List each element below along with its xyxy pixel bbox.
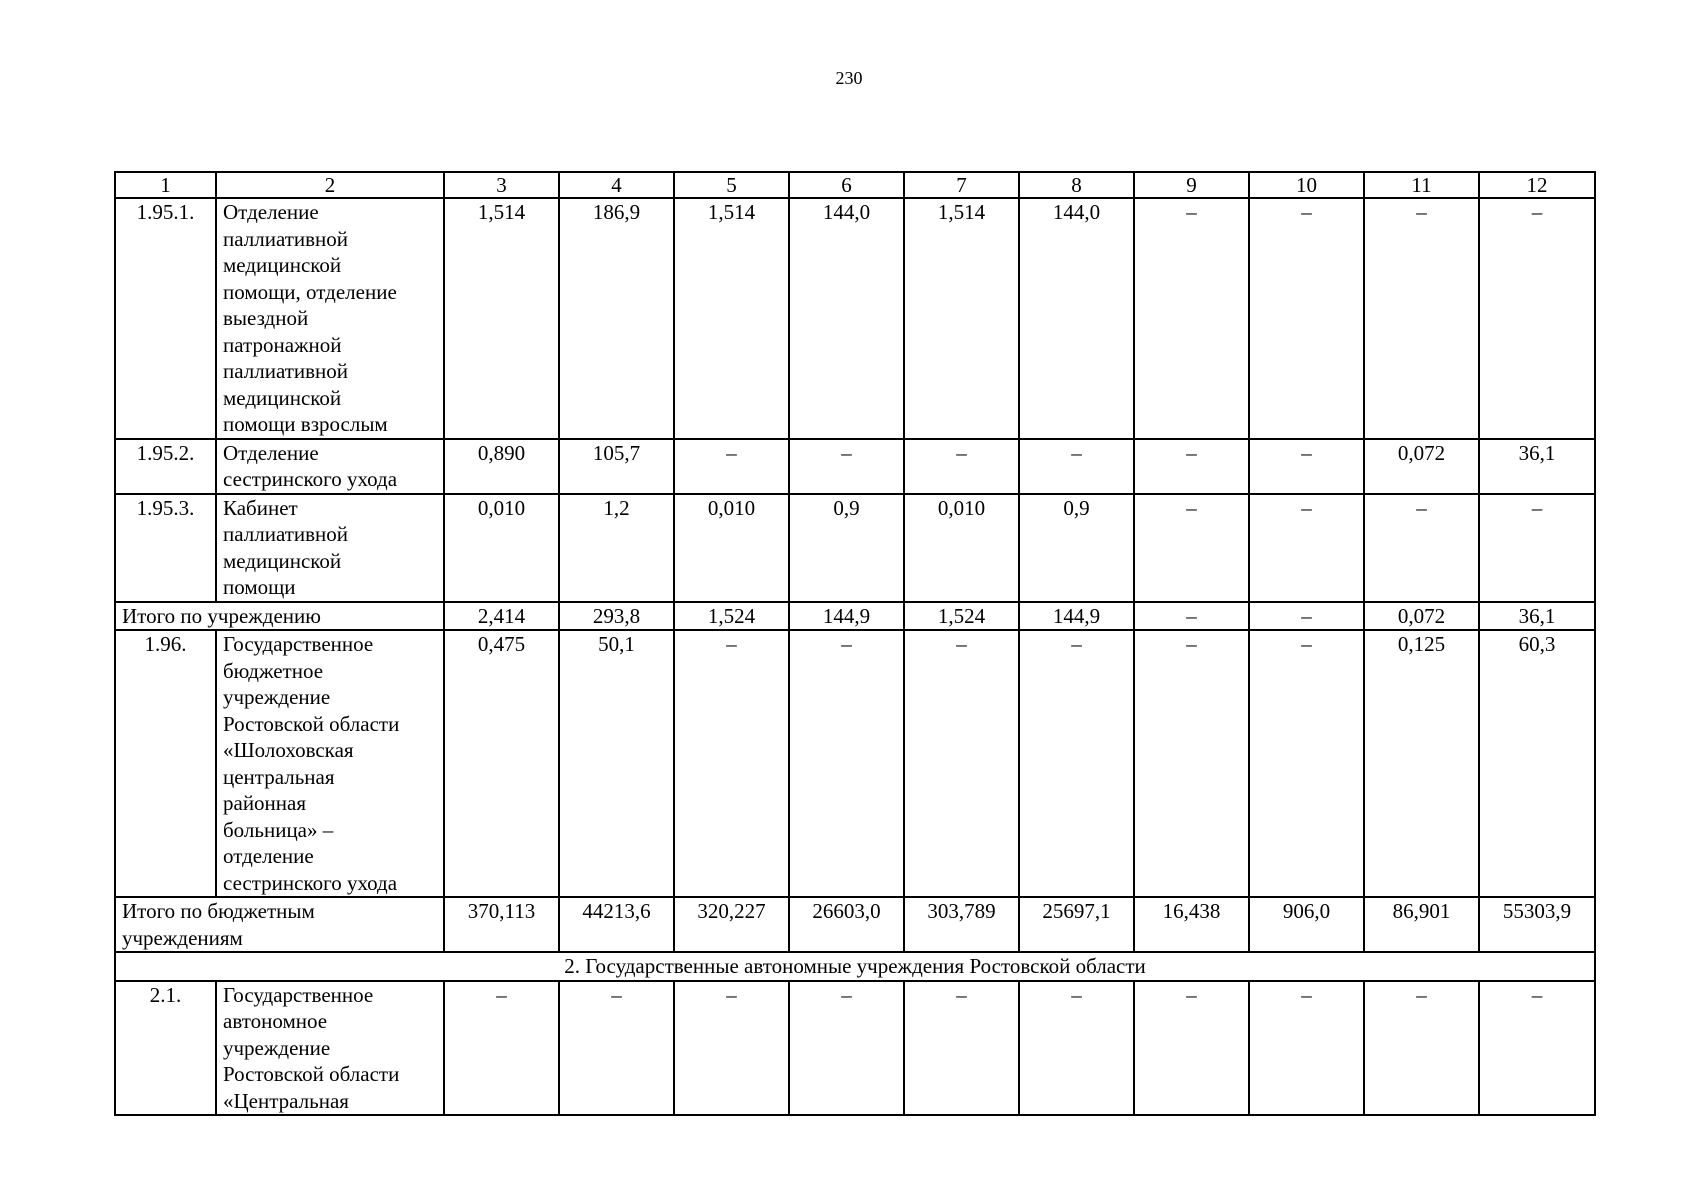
value-cell-col-7: – [904, 630, 1019, 897]
data-table [114, 171, 1596, 1116]
section-row [115, 952, 1595, 981]
value-cell-col-9: 16,438 [1134, 897, 1249, 952]
table-row [115, 630, 1595, 897]
value-cell-col-10: 906,0 [1249, 897, 1364, 952]
value-cell-col-3: – [444, 981, 559, 1116]
value-cell-col-6: – [789, 981, 904, 1116]
value-cell-col-8: – [1019, 981, 1134, 1116]
value-cell-col-10: – [1249, 981, 1364, 1116]
value-cell-col-11: 0,072 [1364, 602, 1479, 631]
value-cell-col-8: 144,9 [1019, 602, 1134, 631]
value-cell-col-5: – [674, 439, 789, 494]
name-line: Государственное [223, 632, 374, 656]
header-cell: 7 [904, 172, 1019, 198]
value-cell-col-12: – [1479, 494, 1595, 602]
value-cell-col-8: – [1019, 630, 1134, 897]
value-cell-col-3: 0,010 [444, 494, 559, 602]
value-cell-col-5: – [674, 981, 789, 1116]
name-line: паллиативной [223, 522, 349, 546]
header-cell: 10 [1249, 172, 1364, 198]
name-line: «Шолоховская [223, 738, 354, 762]
value-cell-col-9: – [1134, 198, 1249, 439]
value-cell-col-3: 0,475 [444, 630, 559, 897]
section-title: 2. Государственные автономные учреждения Ростовской области [115, 952, 1595, 981]
value-cell-col-8: – [1019, 439, 1134, 494]
institution-name [216, 981, 444, 1116]
value-cell-col-11: 86,901 [1364, 897, 1479, 952]
header-cell: 9 [1134, 172, 1249, 198]
value-cell-col-5: 1,524 [674, 602, 789, 631]
table-row [115, 494, 1595, 602]
name-line: медицинской [223, 253, 342, 277]
name-line: центральная [223, 764, 335, 789]
institution-name [216, 494, 444, 602]
value-cell-col-4: 293,8 [559, 602, 674, 631]
name-line: автономное [223, 1009, 328, 1033]
name-line: Кабинет [223, 495, 298, 520]
header-cell: 5 [674, 172, 789, 198]
value-cell-col-11: 0,072 [1364, 439, 1479, 494]
value-cell-col-6: 144,0 [789, 198, 904, 439]
total-label: Итого по учреждению [115, 602, 444, 631]
value-cell-col-12: 36,1 [1479, 439, 1595, 494]
header-row [115, 172, 1595, 198]
header-cell: 2 [216, 172, 444, 198]
value-cell-col-12: – [1479, 198, 1595, 439]
value-cell-col-11: – [1364, 981, 1479, 1116]
name-line: районная [223, 791, 307, 815]
name-line: медицинской [223, 385, 342, 410]
name-line: больница» – [223, 817, 334, 842]
header-cell: 3 [444, 172, 559, 198]
value-cell-col-4: 186,9 [559, 198, 674, 439]
value-cell-col-3: 2,414 [444, 602, 559, 631]
value-cell-col-10: – [1249, 630, 1364, 897]
name-line: помощи взрослым [223, 412, 388, 436]
row-number: 1.95.1. [115, 198, 216, 439]
value-cell-col-4: 50,1 [559, 630, 674, 897]
value-cell-col-6: 144,9 [789, 602, 904, 631]
row-number: 1.96. [115, 630, 216, 897]
name-line: патронажной [223, 332, 342, 357]
value-cell-col-3: 370,113 [444, 897, 559, 952]
value-cell-col-5: 1,514 [674, 198, 789, 439]
institution-name [216, 630, 444, 897]
value-cell-col-3: 1,514 [444, 198, 559, 439]
value-cell-col-9: – [1134, 439, 1249, 494]
value-cell-col-3: 0,890 [444, 439, 559, 494]
value-cell-col-7: – [904, 439, 1019, 494]
value-cell-col-9: – [1134, 981, 1249, 1116]
value-cell-col-9: – [1134, 494, 1249, 602]
name-line: Ростовской области [223, 711, 400, 736]
value-cell-col-12: 60,3 [1479, 630, 1595, 897]
value-cell-col-8: 25697,1 [1019, 897, 1134, 952]
value-cell-col-6: – [789, 630, 904, 897]
name-line: Отделение [223, 200, 319, 224]
value-cell-col-5: – [674, 630, 789, 897]
value-cell-col-11: 0,125 [1364, 630, 1479, 897]
value-cell-col-9: – [1134, 630, 1249, 897]
institution-name [216, 439, 444, 494]
value-cell-col-7: 0,010 [904, 494, 1019, 602]
name-line: отделение [223, 844, 314, 868]
name-line: Ростовской области [223, 1062, 400, 1086]
value-cell-col-9: – [1134, 602, 1249, 631]
value-cell-col-12: – [1479, 981, 1595, 1116]
value-cell-col-8: 0,9 [1019, 494, 1134, 602]
table-row [115, 198, 1595, 439]
name-line: сестринского ухода [223, 870, 398, 895]
header-cell: 4 [559, 172, 674, 198]
value-cell-col-11: – [1364, 198, 1479, 439]
table-row [115, 981, 1595, 1116]
value-cell-col-4: – [559, 981, 674, 1116]
header-cell: 12 [1479, 172, 1595, 198]
value-cell-col-11: – [1364, 494, 1479, 602]
value-cell-col-5: 0,010 [674, 494, 789, 602]
header-cell: 1 [115, 172, 216, 198]
name-line: помощи, отделение [223, 279, 397, 304]
name-line: выездной [223, 306, 309, 330]
name-line: паллиативной [223, 359, 349, 383]
value-cell-col-6: – [789, 439, 904, 494]
value-cell-col-10: – [1249, 198, 1364, 439]
institution-name [216, 198, 444, 439]
row-number: 2.1. [115, 981, 216, 1116]
header-cell: 11 [1364, 172, 1479, 198]
total-label: Итого по бюджетным учреждениям [115, 897, 444, 952]
name-line: паллиативной [223, 226, 349, 251]
page-number: 230 [835, 68, 863, 88]
value-cell-col-12: 55303,9 [1479, 897, 1595, 952]
value-cell-col-8: 144,0 [1019, 198, 1134, 439]
value-cell-col-5: 320,227 [674, 897, 789, 952]
value-cell-col-10: – [1249, 494, 1364, 602]
value-cell-col-4: 44213,6 [559, 897, 674, 952]
value-cell-col-6: 26603,0 [789, 897, 904, 952]
value-cell-col-7: 1,524 [904, 602, 1019, 631]
name-line: помощи [223, 575, 296, 599]
row-number: 1.95.2. [115, 439, 216, 494]
header-cell: 8 [1019, 172, 1134, 198]
value-cell-col-12: 36,1 [1479, 602, 1595, 631]
header-cell: 6 [789, 172, 904, 198]
value-cell-col-10: – [1249, 602, 1364, 631]
name-line: сестринского ухода [223, 467, 398, 491]
table-row [115, 439, 1595, 494]
total-row [115, 897, 1595, 952]
name-line: бюджетное [223, 658, 324, 683]
value-cell-col-6: 0,9 [789, 494, 904, 602]
value-cell-col-7: – [904, 981, 1019, 1116]
value-cell-col-7: 1,514 [904, 198, 1019, 439]
name-line: Отделение [223, 440, 319, 465]
name-line: учреждение [223, 1035, 331, 1060]
value-cell-col-10: – [1249, 439, 1364, 494]
total-row [115, 602, 1595, 631]
name-line: «Центральная [223, 1088, 349, 1113]
name-line: Государственное [223, 982, 374, 1007]
value-cell-col-4: 105,7 [559, 439, 674, 494]
row-number: 1.95.3. [115, 494, 216, 602]
name-line: учреждение [223, 685, 331, 709]
value-cell-col-7: 303,789 [904, 897, 1019, 952]
value-cell-col-4: 1,2 [559, 494, 674, 602]
name-line: медицинской [223, 548, 342, 573]
